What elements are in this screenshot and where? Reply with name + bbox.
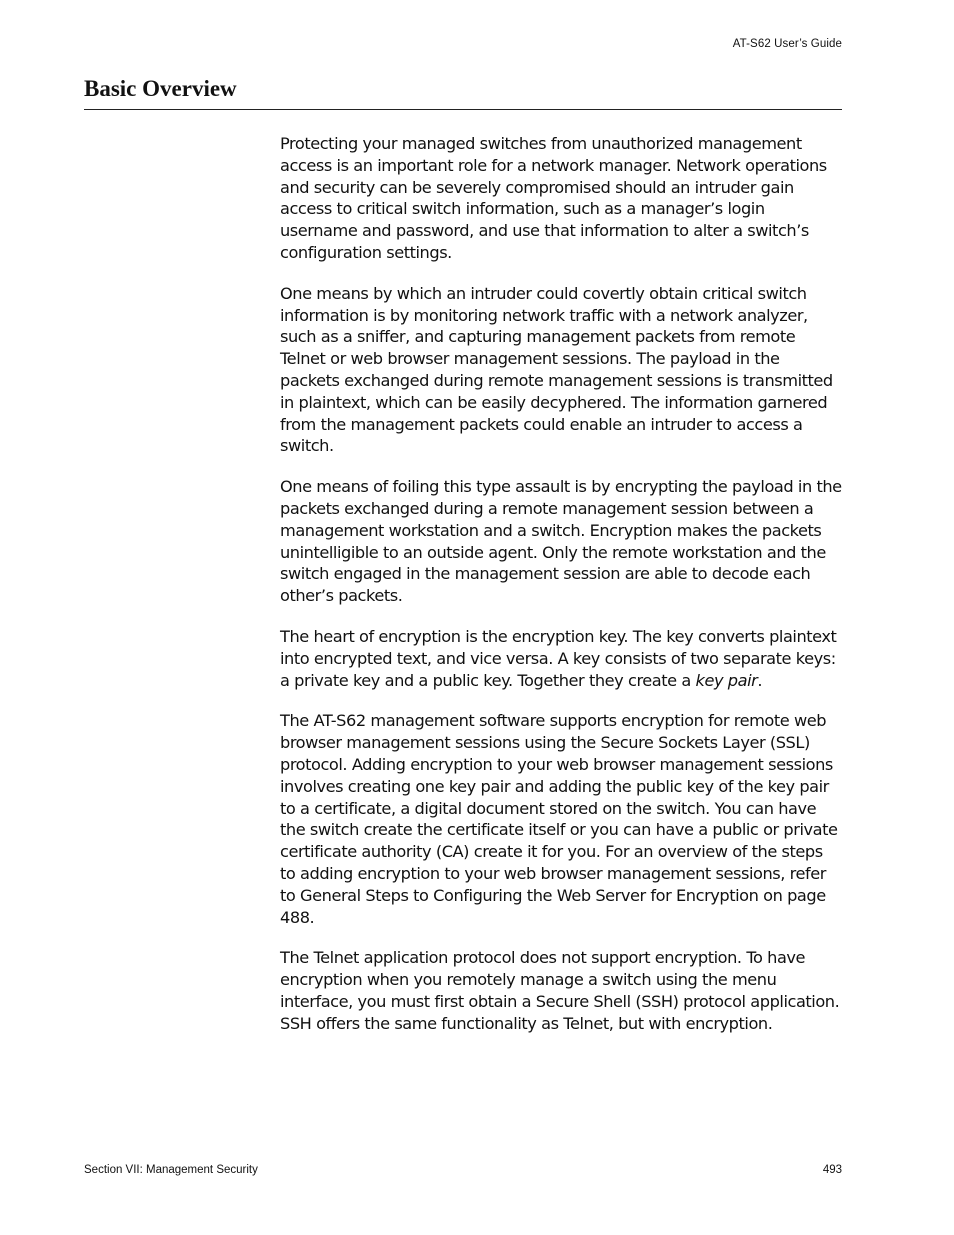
paragraph-4 [280,626,842,691]
running-footer [84,1164,842,1176]
body-text [280,133,842,1053]
running-header: AT-S62 User’s Guide [732,38,842,50]
key-pair-term: key pair [695,670,758,690]
paragraph-1: Protecting your managed switches from unauthorized management access is an important role for a network manager. Network operations and security can be severely compromised should an intruder gain access to critical switch information, such as a manager’s login username and password, and use that information to alter a switch’s configuration settings. [280,134,827,262]
paragraph-2: One means by which an intruder could covertly obtain critical switch information is by monitoring network traffic with a network analyzer, such as a sniffer, and capturing management packets from remote Telnet or web browser management sessions. The payload in the packets exchanged during remote management sessions is transmitted in plaintext, which can be easily decyphered. The information garnered from the management packets could enable an intruder to access a switch. [280,283,833,456]
paragraph-5: The AT-S62 management software supports encryption for remote web browser management sessions using the Secure Sockets Layer (SSL) protocol. Adding encryption to your web browser management sessions involves creating one key pair and adding the public key of the key pair to a certificate, a digital document stored on the switch. You can have the switch create the certificate itself or you can have a public or private certificate authority (CA) create it for you. For an overview of the steps to adding encryption to your web browser management sessions, refer to General Steps to Configuring the Web Server for Encryption on page 488. [280,711,838,927]
page-number: 493 [822,1164,842,1176]
section-title: Basic Overview [84,76,237,101]
footer-section-label: Section VII: Management Security [84,1164,258,1176]
paragraph-4-text: The heart of encryption is the encryption key. The key converts plaintext into encrypted text, and vice versa. A key consists of two separate keys: a private key and a public key. Together they create a [280,626,837,690]
paragraph-3: One means of foiling this type assault is by encrypting the payload in the packets exchanged during a remote management session between a management workstation and a switch. Encryption makes the packets unintelligible to an outside agent. Only the remote workstation and the switch engaged in the management session are able to decode each other’s packets. [280,477,842,606]
paragraph-6: The Telnet application protocol does not support encryption. To have encryption when you remotely manage a switch using the menu interface, you must first obtain a Secure Shell (SSH) protocol application. SSH offers the same functionality as Telnet, but with encryption. [280,948,840,1033]
title-rule [84,109,842,110]
paragraph-4-end: . [757,670,763,690]
